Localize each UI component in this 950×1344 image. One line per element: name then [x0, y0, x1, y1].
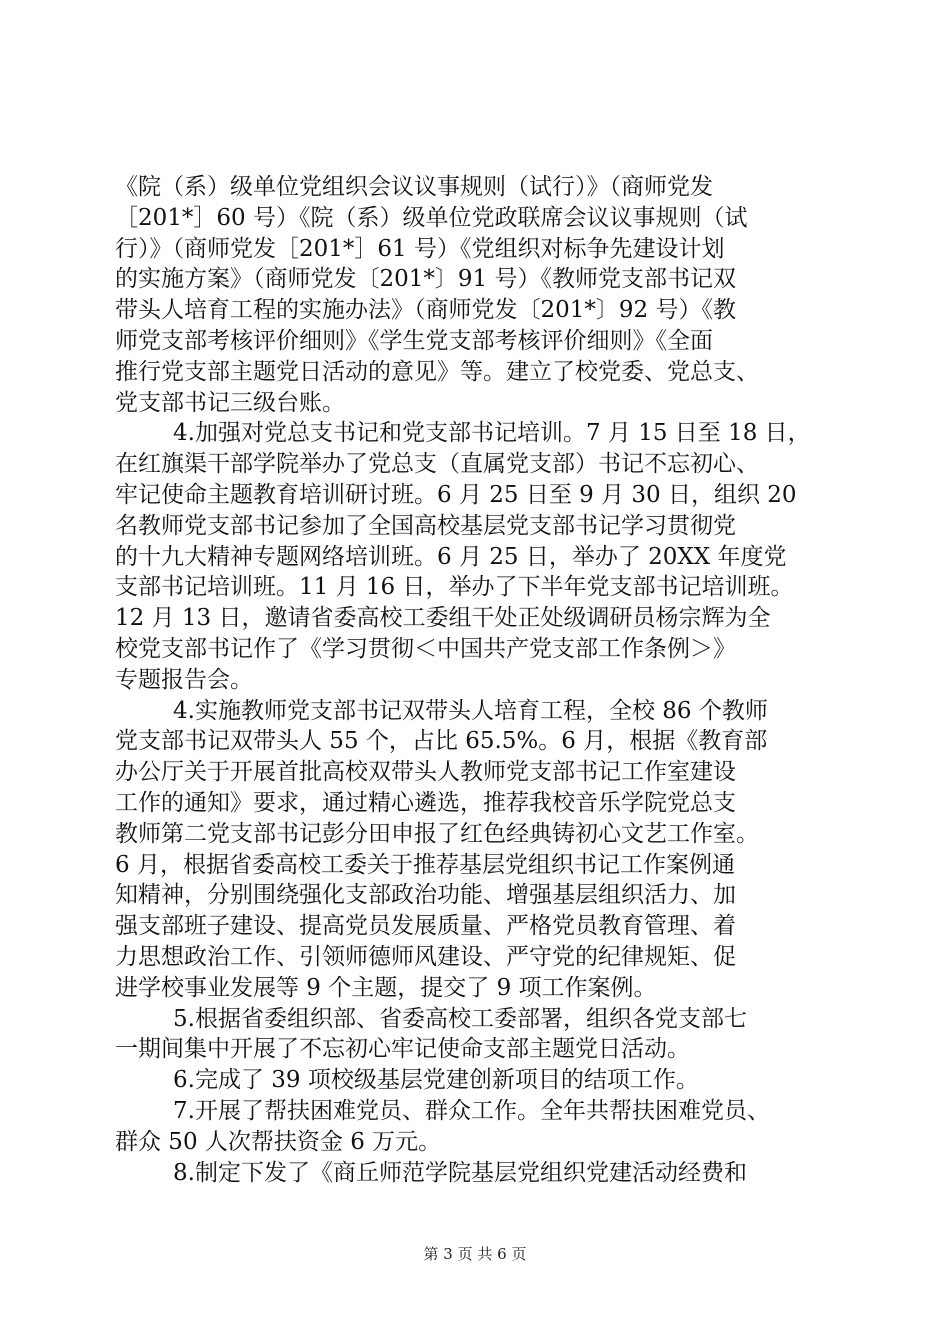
text-line: 6 月，根据省委高校工委关于推荐基层党组织书记工作案例通: [115, 851, 735, 878]
text-line: 一期间集中开展了不忘初心牢记使命支部主题党日活动。: [115, 1036, 690, 1063]
paragraph-start-line: 6.完成了 39 项校级基层党建创新项目的结项工作。: [173, 1067, 699, 1094]
paragraph-start-line: 4.实施教师党支部书记双带头人培育工程，全校 86 个教师: [173, 697, 768, 724]
text-line: 党支部书记双带头人 55 个，占比 65.5%。6 月，根据《教育部: [115, 728, 768, 755]
text-line: 《院（系）级单位党组织会议议事规则（试行）》（商师党发: [115, 174, 713, 200]
text-line: 强支部班子建设、提高党员发展质量、严格党员教育管理、着: [115, 913, 736, 940]
paragraph-start-line: 5.根据省委组织部、省委高校工委部署，组织各党支部七: [173, 1005, 747, 1032]
text-line: ［201*］60 号）《院（系）级单位党政联席会议议事规则（试: [115, 204, 748, 231]
text-line: 工作的通知》要求，通过精心遴选，推荐我校音乐学院党总支: [115, 789, 736, 816]
paragraph-start-line: 4.加强对党总支书记和党支部书记培训。7 月 15 日至 18 日，: [173, 420, 811, 447]
text-line: 牢记使命主题教育培训研讨班。6 月 25 日至 9 月 30 日，组织 20: [115, 481, 797, 508]
text-line: 支部书记培训班。11 月 16 日，举办了下半年党支部书记培训班。: [115, 574, 794, 601]
text-line: 行）》（商师党发［201*］61 号）《党组织对标争先建设计划: [115, 235, 725, 262]
text-line: 12 月 13 日，邀请省委高校工委组干处正处级调研员杨宗辉为全: [115, 605, 771, 632]
text-line: 知精神，分别围绕强化支部政治功能、增强基层组织活力、加: [115, 882, 736, 909]
document-body: [115, 172, 835, 1188]
text-line: 师党支部考核评价细则》《学生党支部考核评价细则》《全面: [115, 327, 713, 354]
text-line: 专题报告会。: [115, 666, 253, 693]
text-line: 力思想政治工作、引领师德师风建设、严守党的纪律规矩、促: [115, 943, 736, 970]
text-line: 进学校事业发展等 9 个主题，提交了 9 项工作案例。: [115, 974, 657, 1001]
text-line: 教师第二党支部书记彭分田申报了红色经典铸初心文艺工作室。: [115, 820, 759, 847]
page-number: 第 3 页 共 6 页: [423, 1245, 527, 1263]
text-line: 办公厅关于开展首批高校双带头人教师党支部书记工作室建设: [115, 759, 736, 786]
text-line: 带头人培育工程的实施办法》（商师党发〔201*〕92 号）《教: [115, 297, 736, 324]
text-line: 名教师党支部书记参加了全国高校基层党支部书记学习贯彻党: [115, 512, 736, 539]
text-line: 的实施方案》（商师党发〔201*〕91 号）《教师党支部书记双: [115, 266, 736, 293]
text-line: 群众 50 人次帮扶资金 6 万元。: [115, 1128, 442, 1155]
text-line: 在红旗渠干部学院举办了党总支（直属党支部）书记不忘初心、: [115, 451, 759, 478]
text-line: 党支部书记三级台账。: [115, 389, 345, 416]
text-line: 校党支部书记作了《学习贯彻＜中国共产党支部工作条例＞》: [115, 635, 736, 662]
paragraph-start-line: 7.开展了帮扶困难党员、群众工作。全年共帮扶困难党员、: [173, 1097, 770, 1124]
text-line: 推行党支部主题党日活动的意见》等。建立了校党委、党总支、: [115, 358, 759, 385]
text-line: 的十九大精神专题网络培训班。6 月 25 日，举办了 20XX 年度党: [115, 543, 787, 570]
paragraph-start-line: 8.制定下发了《商丘师范学院基层党组织党建活动经费和: [173, 1159, 747, 1186]
